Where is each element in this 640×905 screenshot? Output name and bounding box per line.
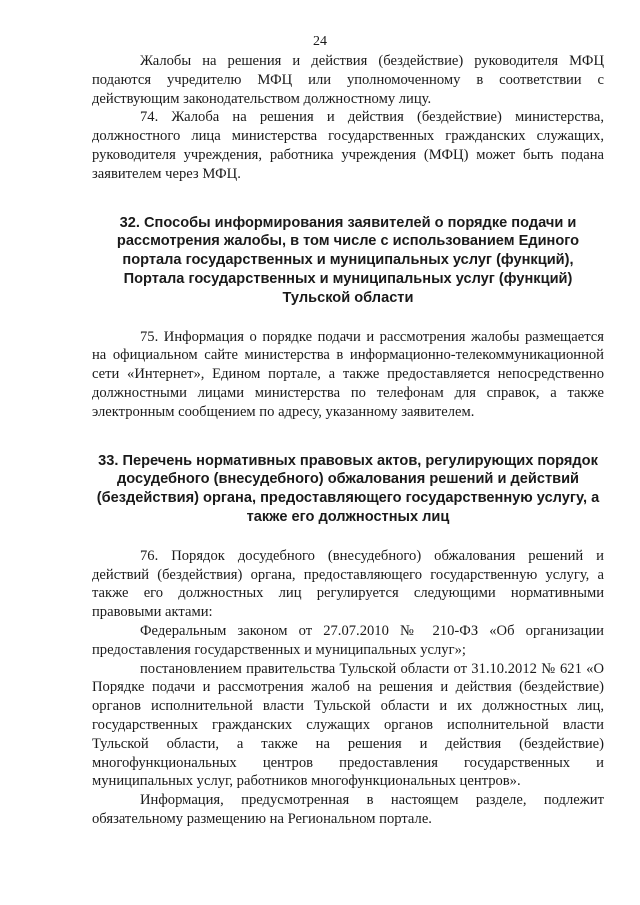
document-body <box>92 52 604 829</box>
page-number: 24 <box>313 34 327 49</box>
paragraph-info-placement: Информация, предусмотренная в настоящем разделе, подлежит обязательному размещению на Региональном портале. <box>92 792 604 827</box>
section-33-heading: 33. Перечень нормативных правовых актов, регулирующих порядок досудебного (внесудебного) обжалования решений и действий (бездействия) органа, предоставляющего государственную услугу, а также его должностных лиц <box>96 452 600 525</box>
section-32-heading: 32. Способы информирования заявителей о порядке подачи и рассмотрения жалобы, в том числе с использованием Единого портала государственных и муниципальных услуг (функций), Портала государственных и муниципальных услуг (функций) Тульской области <box>116 214 580 306</box>
paragraph-mfc-complaints: Жалобы на решения и действия (бездействие) руководителя МФЦ подаются учредителю МФЦ или уполномоченному в соответствии с действующим законодательством должностному лицу. <box>92 53 604 107</box>
paragraph-75: 75. Информация о порядке подачи и рассмотрения жалобы размещается на официальном сайте министерства в информационно-телекоммуникационной сети «Интернет», Едином портале, а также предоставляется непосредственно должностными лицами министерства по телефонам для справок, а также электронным сообщением по адресу, указанному заявителем. <box>92 328 604 420</box>
paragraph-74: 74. Жалоба на решения и действия (бездействие) министерства, должностного лица министерства государственных гражданских служащих, руководителя учреждения, работника учреждения (МФЦ) может быть подана заявителем через МФЦ. <box>92 109 604 182</box>
paragraph-tula-resolution: постановлением правительства Тульской области от 31.10.2012 № 621 «О Порядке подачи и рассмотрения жалоб на решения и действия (бездействие) органов исполнительной власти Тульской области и их должностных лиц, государственных гражданских служащих органов исполнительной власти Тульской области, а также на решения и действия (бездействие) многофункциональных центров предоставления государственных и муниципальных услуг, работников многофункциональных центров». <box>92 660 604 790</box>
paragraph-76: 76. Порядок досудебного (внесудебного) обжалования решений и действий (бездействия) органа, предоставляющего государственную услугу, а также его должностных лиц регулируется следующими нормативными правовыми актами: <box>92 547 604 621</box>
paragraph-federal-law: Федеральным законом от 27.07.2010 № 210-ФЗ «Об организации предоставления государственных и муниципальных услуг»; <box>92 622 604 658</box>
